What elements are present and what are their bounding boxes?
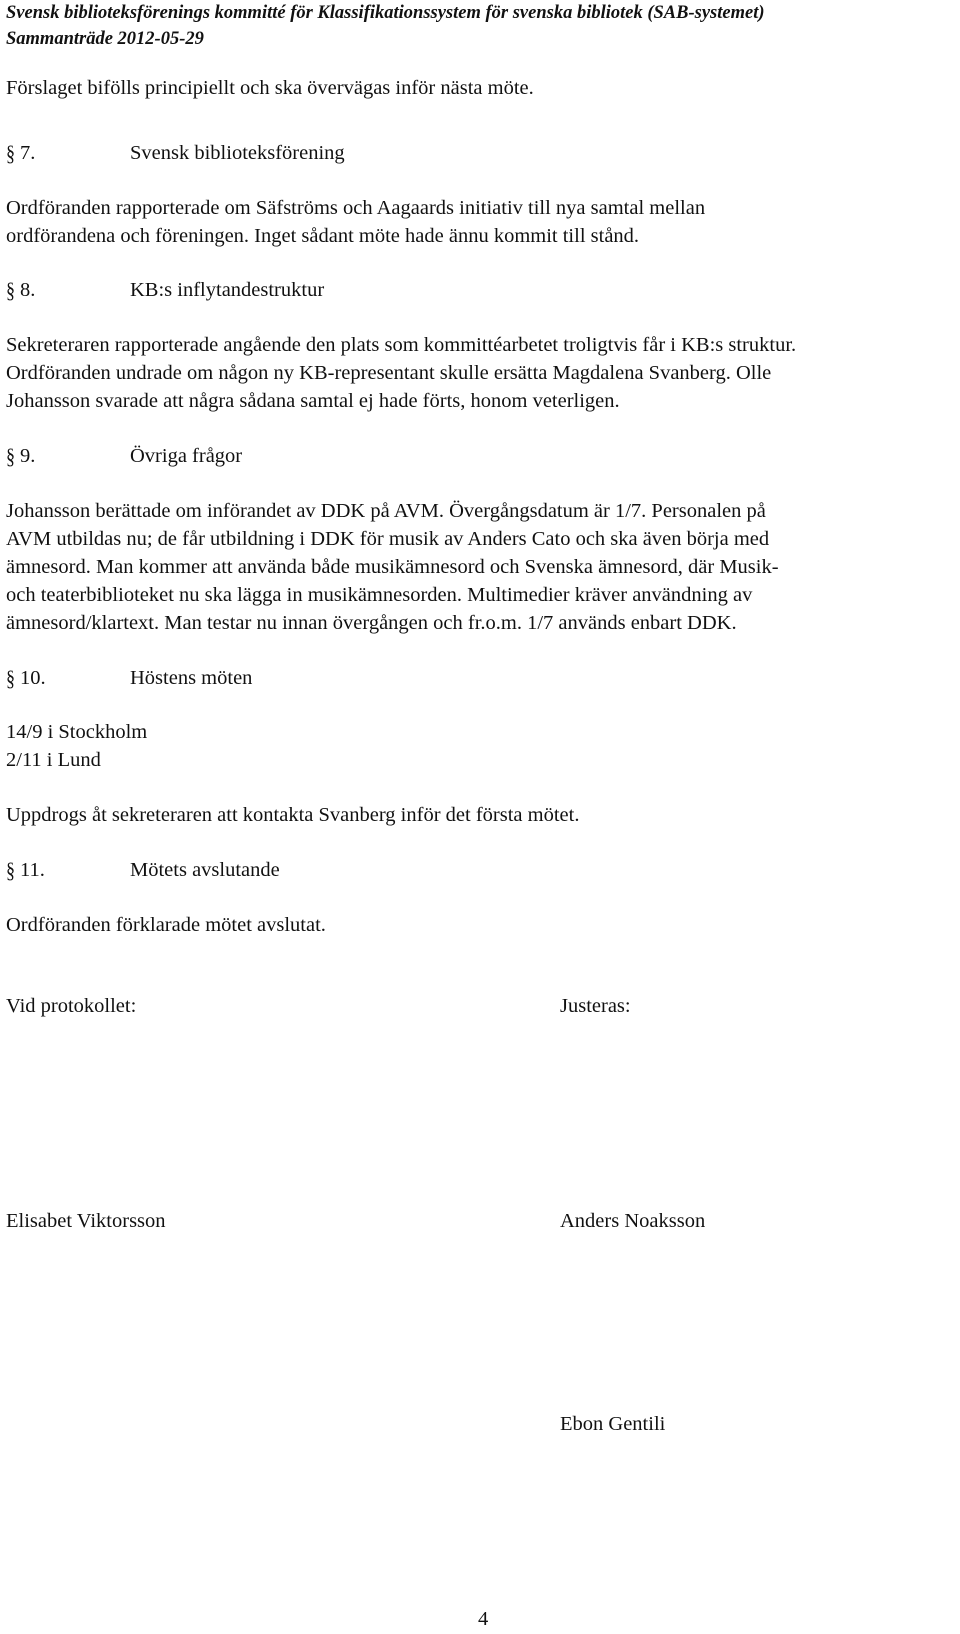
section-symbol: § bbox=[6, 277, 15, 303]
section-number: 10. bbox=[20, 667, 46, 689]
signature-label-minutes: Vid protokollet: bbox=[6, 995, 137, 1017]
paragraph-line: Ordföranden undrade om någon ny KB-representant skulle ersätta Magdalena Svanberg. Olle bbox=[6, 362, 772, 384]
header-meeting-date: Sammanträde 2012-05-29 bbox=[6, 29, 204, 49]
section-number: 9. bbox=[20, 445, 36, 467]
section-symbol: § bbox=[6, 140, 15, 166]
page-number: 4 bbox=[478, 1608, 489, 1630]
paragraph-line: ämnesord/klartext. Man testar nu innan övergången och fr.o.m. 1/7 används enbart DDK. bbox=[6, 612, 737, 634]
section-symbol: § bbox=[6, 665, 15, 691]
signatory-name-secretary: Elisabet Viktorsson bbox=[6, 1210, 166, 1232]
section-number: 8. bbox=[20, 279, 36, 301]
signatory-name-approver: Anders Noaksson bbox=[560, 1210, 706, 1232]
paragraph-line: Johansson svarade att några sådana samtal ej hade förts, honom veterligen. bbox=[6, 390, 620, 412]
section-11-heading bbox=[6, 856, 280, 884]
document-header bbox=[6, 0, 765, 52]
paragraph-assignment: Uppdrogs åt sekreteraren att kontakta Svanberg inför det första mötet. bbox=[6, 804, 580, 826]
section-title: Övriga frågor bbox=[130, 445, 243, 467]
paragraph-line: Johansson berättade om införandet av DDK på AVM. Övergångsdatum är 1/7. Personalen på bbox=[6, 500, 766, 522]
section-title: Svensk biblioteksförening bbox=[130, 142, 345, 164]
paragraph-line: och teaterbiblioteket nu ska lägga in musikämnesorden. Multimedier kräver användning av bbox=[6, 584, 753, 606]
section-number: 7. bbox=[20, 142, 36, 164]
section-9-heading bbox=[6, 442, 242, 470]
paragraph-line: Ordföranden rapporterade om Säfströms och Aagaards initiativ till nya samtal mellan bbox=[6, 197, 706, 219]
section-symbol: § bbox=[6, 857, 15, 883]
header-committee-title: Svensk biblioteksförenings kommitté för Klassifikationssystem för svenska bibliotek (SAB-systemet) bbox=[6, 3, 765, 23]
paragraph-proposal: Förslaget bifölls principiellt och ska övervägas inför nästa möte. bbox=[6, 77, 534, 99]
section-8-heading bbox=[6, 276, 324, 304]
paragraph-line: ordförandena och föreningen. Inget sådant möte hade ännu kommit till stånd. bbox=[6, 225, 640, 247]
section-title: Mötets avslutande bbox=[130, 859, 280, 881]
paragraph-line: ämnesord. Man kommer att använda både musikämnesord och Svenska ämnesord, där Musik- bbox=[6, 556, 779, 578]
section-7-heading bbox=[6, 139, 345, 167]
section-title: Höstens möten bbox=[130, 667, 253, 689]
meeting-date-line: 14/9 i Stockholm bbox=[6, 721, 148, 743]
paragraph-line: AVM utbildas nu; de får utbildning i DDK för musik av Anders Cato och ska även börja med bbox=[6, 528, 770, 550]
signature-label-approved: Justeras: bbox=[560, 995, 631, 1017]
section-title: KB:s inflytandestruktur bbox=[130, 279, 325, 301]
paragraph-line: Sekreteraren rapporterade angående den plats som kommittéarbetet troligtvis får i KB:s struktur. bbox=[6, 334, 797, 356]
section-symbol: § bbox=[6, 443, 15, 469]
section-number: 11. bbox=[20, 859, 45, 881]
section-10-heading bbox=[6, 664, 252, 692]
paragraph-closing: Ordföranden förklarade mötet avslutat. bbox=[6, 914, 326, 936]
signatory-name-approver: Ebon Gentili bbox=[560, 1413, 666, 1435]
meeting-date-line: 2/11 i Lund bbox=[6, 749, 101, 771]
